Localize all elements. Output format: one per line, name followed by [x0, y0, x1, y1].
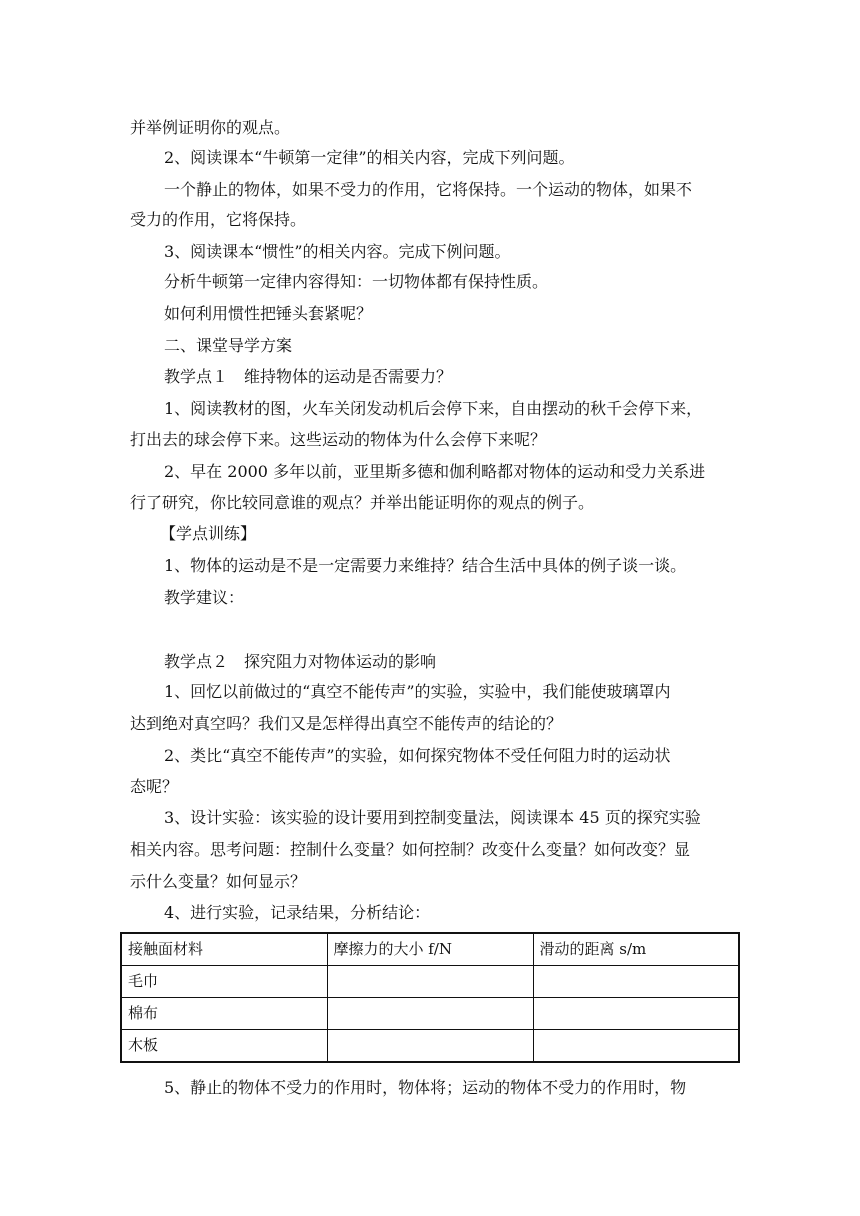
- text-line: 并举例证明你的观点。: [130, 118, 291, 137]
- table-row: [121, 966, 739, 998]
- subsection-heading: 教学点２ 探究阻力对物体运动的影响: [164, 652, 437, 671]
- text-line: 3、阅读课本“惯性”的相关内容。完成下例问题。: [164, 242, 511, 261]
- table-cell: [327, 1030, 533, 1063]
- table-cell: 棉布: [121, 998, 327, 1030]
- text-line: 达到绝对真空吗？我们又是怎样得出真空不能传声的结论的？: [130, 714, 563, 733]
- subsection-heading: 【学点训练】: [160, 524, 257, 543]
- text-line: 1、回忆以前做过的“真空不能传声”的实验，实验中，我们能使玻璃罩内: [164, 682, 671, 701]
- text-line: 教学建议：: [164, 588, 245, 607]
- text-line: 一个静止的物体，如果不受力的作用，它将保持。一个运动的物体，如果不: [164, 180, 693, 199]
- experiment-results-table: [120, 932, 740, 1063]
- text-line: 5、静止的物体不受力的作用时，物体将；运动的物体不受力的作用时，物: [164, 1078, 687, 1097]
- table-cell: 木板: [121, 1030, 327, 1063]
- text-line: 打出去的球会停下来。这些运动的物体为什么会停下来呢？: [130, 430, 547, 449]
- text-line: 分析牛顿第一定律内容得知：一切物体都有保持性质。: [164, 272, 549, 291]
- table-cell: [327, 998, 533, 1030]
- table-row: [121, 1030, 739, 1063]
- text-line: 3、设计实验：该实验的设计要用到控制变量法，阅读课本 45 页的探究实验: [164, 808, 701, 827]
- text-line: 示什么变量？如何显示？: [130, 872, 307, 891]
- table-header-cell: 接触面材料: [121, 933, 327, 966]
- table-cell: [533, 966, 739, 998]
- text-line: 如何利用惯性把锤头套紧呢？: [164, 304, 373, 323]
- text-line: 态呢？: [130, 777, 179, 796]
- text-line: 1、阅读教材的图，火车关闭发动机后会停下来，自由摆动的秋千会停下来，: [164, 399, 703, 418]
- text-line: 行了研究，你比较同意谁的观点？并举出能证明你的观点的例子。: [130, 493, 595, 512]
- table-row: [121, 998, 739, 1030]
- table-header-cell: 摩擦力的大小 f/N: [327, 933, 533, 966]
- text-line: 2、早在 2000 多年以前，亚里斯多德和伽利略都对物体的运动和受力关系进: [164, 462, 706, 481]
- table-cell: 毛巾: [121, 966, 327, 998]
- text-line: 2、类比“真空不能传声”的实验，如何探究物体不受任何阻力时的运动状: [164, 746, 671, 765]
- section-heading: 二、课堂导学方案: [164, 336, 293, 355]
- table-cell: [533, 998, 739, 1030]
- text-line: 相关内容。思考问题：控制什么变量？如何控制？改变什么变量？如何改变？显: [130, 840, 691, 859]
- table-cell: [533, 1030, 739, 1063]
- table-cell: [327, 966, 533, 998]
- table-header-cell: 滑动的距离 s/m: [533, 933, 739, 966]
- text-line: 受力的作用，它将保持。: [130, 210, 307, 229]
- text-line: 1、物体的运动是不是一定需要力来维持？结合生活中具体的例子谈一谈。: [164, 556, 687, 575]
- table-header-row: [121, 933, 739, 966]
- subsection-heading: 教学点１ 维持物体的运动是否需要力？: [164, 367, 453, 386]
- text-line: 4、进行实验，记录结果，分析结论：: [164, 903, 431, 922]
- text-line: 2、阅读课本“牛顿第一定律”的相关内容，完成下列问题。: [164, 148, 575, 167]
